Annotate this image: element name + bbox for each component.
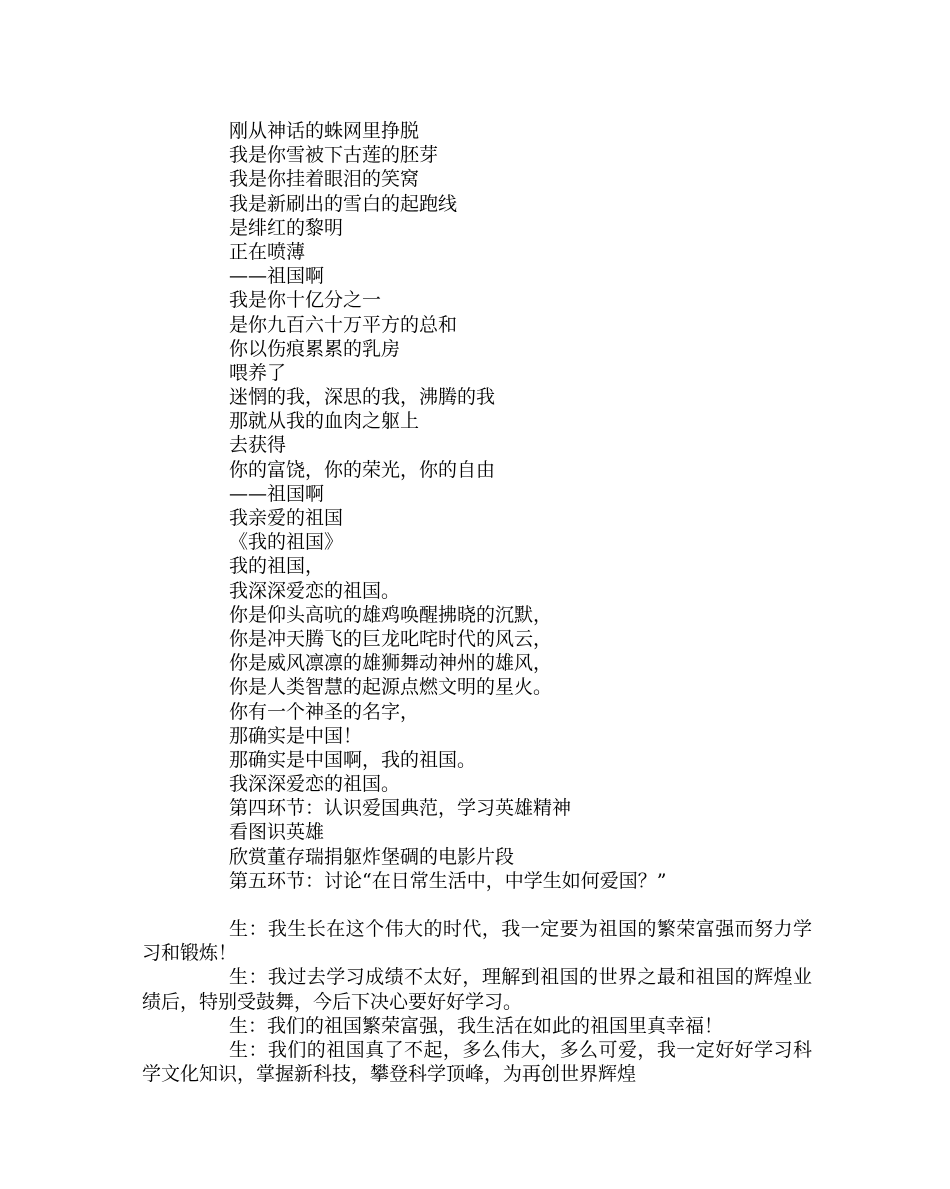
poem-line: 刚从神话的蛛网里挣脱 [229,120,420,142]
poem-line: 喂养了 [229,361,287,384]
student-responses [142,917,812,1086]
poem-line: 是绯红的黎明 [229,216,344,239]
poem-line: 我的祖国， [229,555,325,578]
poem-line: 我深深爱恋的祖国。 [229,773,401,796]
poem-block [229,119,666,893]
poem-line: 你的富饶，你的荣光，你的自由 [229,458,496,481]
poem-line: 你是仰头高吭的雄鸡唤醒拂晓的沉默， [229,603,553,626]
student-response: 生：我过去学习成绩不太好，理解到祖国的世界之最和祖国的辉煌业绩后，特别受鼓舞，今后下决心要好好学习。 [142,966,812,1013]
poem-line: 我亲爱的祖国 [229,507,344,529]
poem-line: 我是你十亿分之一 [229,289,382,312]
poem-title: 《我的祖国》 [229,531,344,554]
activity-line: 欣赏董存瑞捐躯炸堡碉的电影片段 [229,845,515,868]
section-heading: 第四环节：认识爱国典范，学习英雄精神 [229,797,572,820]
poem-line: 我是你挂着眼泪的笑窝 [229,168,420,191]
poem-line: 那确实是中国啊，我的祖国。 [229,748,477,771]
poem-line: 你是冲天腾飞的巨龙叱咤时代的风云， [229,627,553,650]
student-response: 生：我们的祖国真了不起，多么伟大，多么可爱，我一定好好学习科学文化知识，掌握新科技，攀登科学顶峰，为再创世界辉煌 [142,1039,812,1086]
activity-line: 看图识英雄 [229,821,325,844]
poem-line: 是你九百六十万平方的总和 [229,313,458,336]
poem-line: ——祖国啊 [229,482,325,505]
poem-line: 我深深爱恋的祖国。 [229,579,401,602]
poem-line: 我是新刷出的雪白的起跑线 [229,192,458,215]
poem-line: 迷惘的我，深思的我，沸腾的我 [229,386,496,409]
poem-line: 我是你雪被下古莲的胚芽 [229,144,439,167]
poem-line: 那就从我的血肉之躯上 [229,410,420,433]
poem-line: 你有一个神圣的名字， [229,700,420,723]
poem-line: 你是威风凛凛的雄狮舞动神州的雄风， [229,652,553,675]
poem-line: ——祖国啊 [229,265,325,288]
student-response: 生：我生长在这个伟大的时代，我一定要为祖国的繁荣富强而努力学习和锻炼！ [142,918,812,965]
poem-line: 去获得 [229,434,287,457]
student-response: 生：我们的祖国繁荣富强，我生活在如此的祖国里真幸福！ [229,1014,724,1037]
poem-line: 正在喷薄 [229,240,306,263]
poem-line: 那确实是中国！ [229,724,363,747]
poem-line: 你以伤痕累累的乳房 [229,337,401,360]
poem-line: 你是人类智慧的起源点燃文明的星火。 [229,676,553,699]
section-heading: 第五环节：讨论“在日常生活中，中学生如何爱国？” [229,869,667,892]
